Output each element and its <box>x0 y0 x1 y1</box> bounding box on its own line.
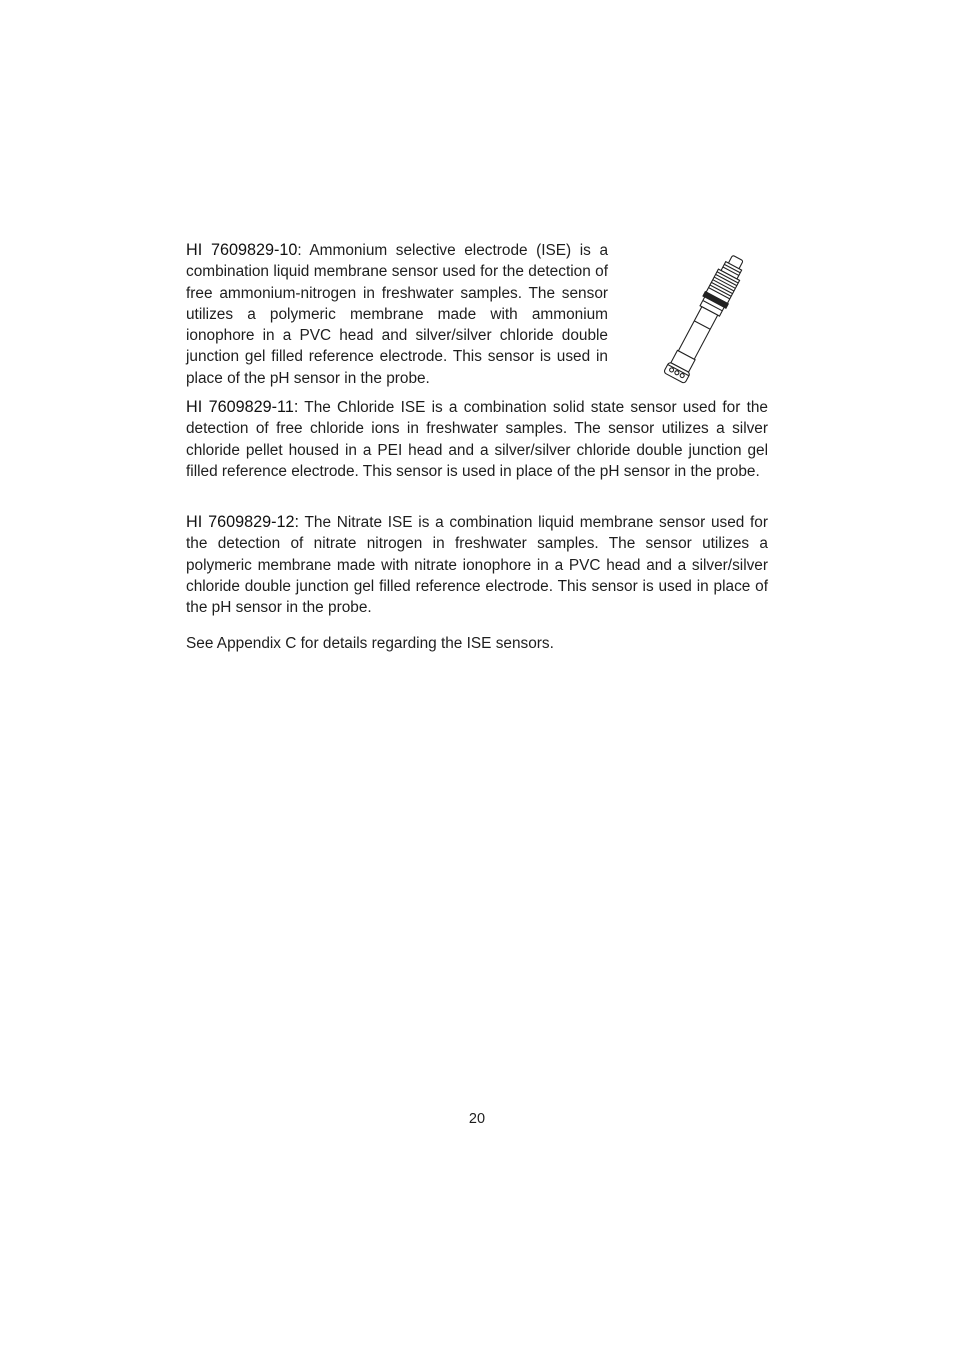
section-text: The Chloride ISE is a combination solid state sensor used for the detection of free chloride ions in freshwater samples. The sensor utilizes a silver chloride pellet housed in a PEI head and a silver/silver chloride double junction gel filled reference electrode. This sensor is used in place of the pH sensor in the probe. <box>186 399 768 480</box>
section-hi-7609829-10 <box>186 240 608 389</box>
appendix-note: See Appendix C for details regarding the ISE sensors. <box>186 635 554 652</box>
page-number: 20 <box>468 1111 486 1127</box>
section-hi-7609829-12 <box>186 512 768 618</box>
product-code: HI 7609829-11: <box>186 398 299 416</box>
code-separator: : <box>297 242 302 259</box>
section-text: Ammonium selective electrode (ISE) is a combination liquid membrane sensor used for the detection of free ammonium-nitrogen in freshwater samples. The sensor utilizes a polymeric membrane made with ammonium ionophore in a PVC head and silver/silver chloride double junction gel filled reference electrode. This sensor is used in place of the pH sensor in the probe. <box>186 242 608 387</box>
ise-sensor-icon <box>636 246 776 391</box>
product-code: HI 7609829-10 <box>186 241 298 259</box>
section-hi-7609829-11 <box>186 397 768 482</box>
section-text: The Nitrate ISE is a combination liquid membrane sensor used for the detection of nitrate nitrogen in freshwater samples. The sensor utilizes a polymeric membrane made with nitrate ionophore in a PVC head and a silver/silver chloride double junction gel filled reference electrode. This sensor is used in place of the pH sensor in the probe. <box>186 514 768 617</box>
product-code: HI 7609829-12: <box>186 513 300 531</box>
